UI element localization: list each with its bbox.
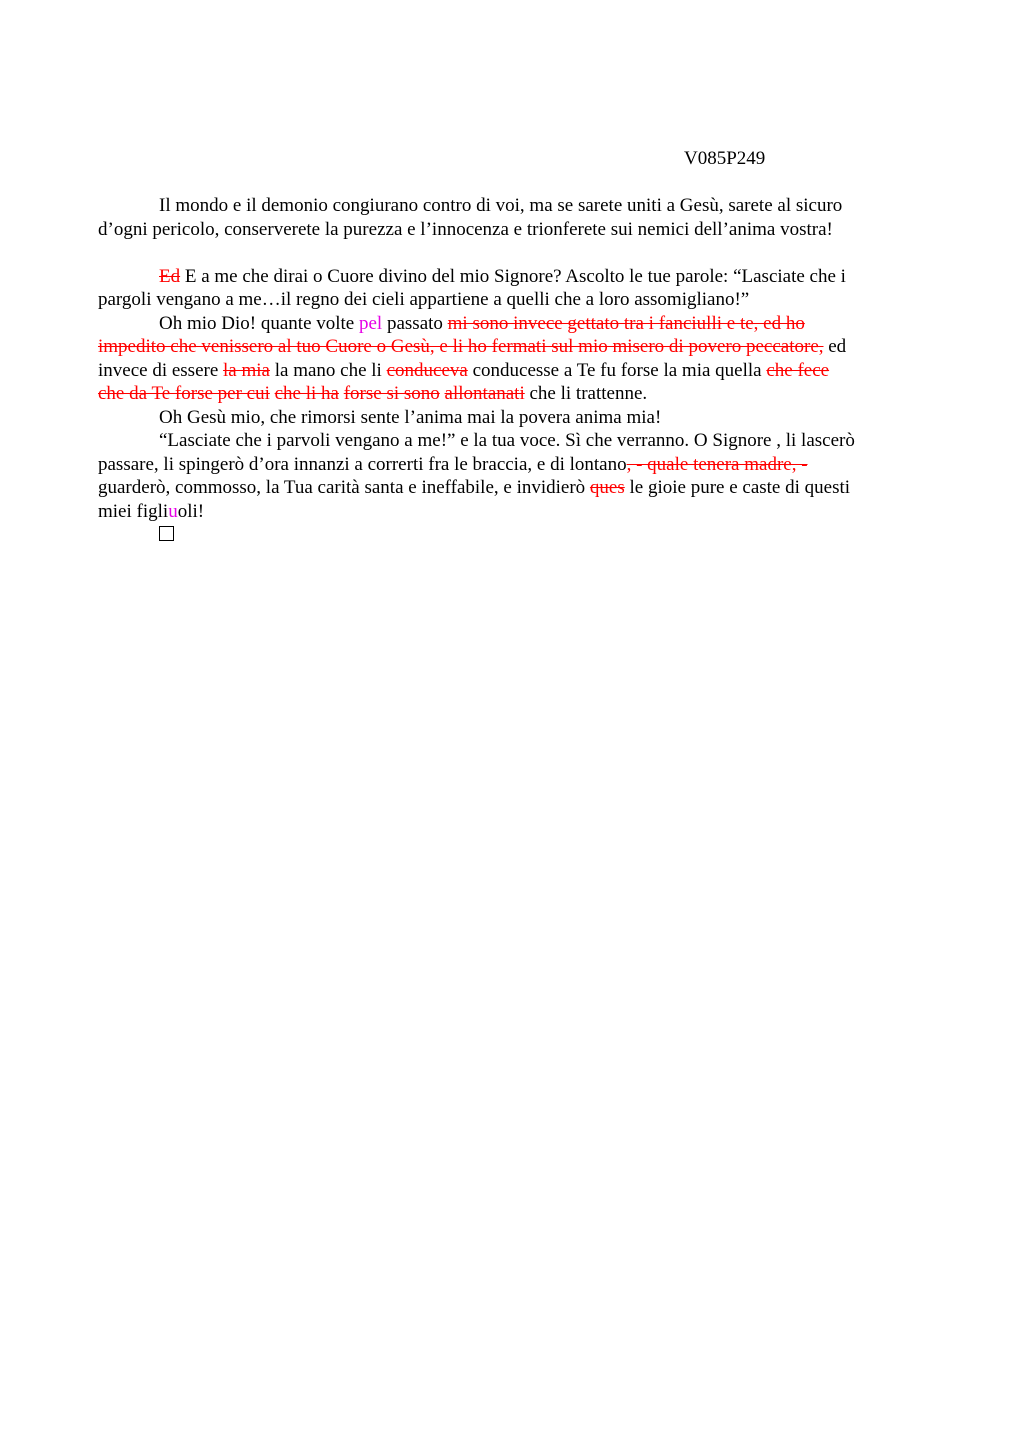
paragraph-3-text-a: Oh mio Dio! quante volte [159, 312, 359, 334]
paragraph-4 [98, 406, 920, 430]
paragraph-2-line-1: E a me che dirai o Cuore divino del mio Signore? Ascolto le tue parole: “Lasciate che i [180, 265, 846, 287]
deleted-passage-2: impedito che venissero al tuo Cuore o Gesù, e li ho fermati sul mio misero di povero peccatore, [98, 336, 824, 357]
paragraph-3-text-b: passato [382, 312, 448, 334]
empty-square-icon [159, 526, 174, 541]
deleted-allontanati: allontanati [444, 383, 525, 404]
paragraph-4-line-1: Oh Gesù mio, che rimorsi sente l’anima mai la povera anima mia! [159, 406, 662, 428]
paragraph-5 [98, 429, 920, 523]
paragraph-5-line-2 [98, 453, 920, 477]
page-identifier: V085P249 [684, 148, 766, 169]
deleted-la-mia: la mia [223, 359, 270, 381]
paragraph-5-text-b: guarderò, commosso, la Tua carità santa e ineffabile, e invidierò [98, 477, 590, 498]
document-body [98, 194, 920, 547]
deleted-passage-1: mi sono invece gettato tra i fanciulli e te, ed ho [447, 312, 805, 334]
paragraph-3-line-3 [98, 359, 920, 383]
paragraph-3-text-d: la mano che li [269, 359, 387, 381]
inserted-letter-u: u [168, 500, 178, 522]
deleted-word-ed: Ed [159, 265, 181, 287]
paragraph-5-text-a: passare, li spingerò d’ora innanzi a correrti fra le braccia, e di lontano [98, 453, 627, 475]
deleted-conduceva: conduceva [386, 359, 468, 381]
paragraph-3 [98, 312, 920, 406]
paragraph-3-line-4 [98, 382, 920, 406]
paragraph-5-text-d: miei figli [98, 500, 169, 522]
paragraph-1-line-1: Il mondo e il demonio congiurano contro di voi, ma se sarete uniti a Gesù, sarete al sicuro [159, 195, 843, 216]
paragraph-3-text-e: conducesse a Te fu forse la mia quella [467, 359, 767, 381]
deleted-ques: ques [589, 477, 625, 498]
paragraph-3-line-4-end: che li trattenne. [524, 383, 648, 404]
paragraph-spacer [98, 241, 920, 265]
paragraph-5-text-c: le gioie pure e caste di questi [624, 477, 851, 498]
paragraph-2-line-2: pargoli vengano a me…il regno dei cieli appartiene a quelli che a loro assomigliano!” [98, 289, 750, 310]
deleted-che-li-ha: che li ha [274, 383, 339, 404]
end-marker-row [98, 523, 920, 547]
deleted-che-fece: che fece [766, 359, 830, 381]
paragraph-5-line-4 [98, 500, 920, 524]
deleted-quale-tenera-madre: , - quale tenera madre, - [626, 453, 808, 475]
deleted-forse-si-sono: forse si sono [343, 383, 440, 404]
paragraph-3-line-2-end: ed [823, 336, 847, 357]
paragraph-3-text-c: invece di essere [98, 359, 224, 381]
paragraph-5-line-3 [98, 476, 920, 500]
inserted-word-pel: pel [359, 312, 383, 334]
paragraph-1 [98, 194, 920, 241]
paragraph-5-line-1: “Lasciate che i parvoli vengano a me!” e la tua voce. Sì che verranno. O Signore , li lascerò [159, 430, 855, 451]
paragraph-2 [98, 265, 920, 312]
paragraph-5-text-e: oli! [177, 500, 205, 522]
deleted-che-da-te: che da Te forse per cui [98, 383, 270, 404]
paragraph-1-line-2: d’ogni pericolo, conserverete la purezza e l’innocenza e trionferete sui nemici dell’anima vostra! [98, 218, 833, 240]
paragraph-3-line-2 [98, 335, 920, 359]
